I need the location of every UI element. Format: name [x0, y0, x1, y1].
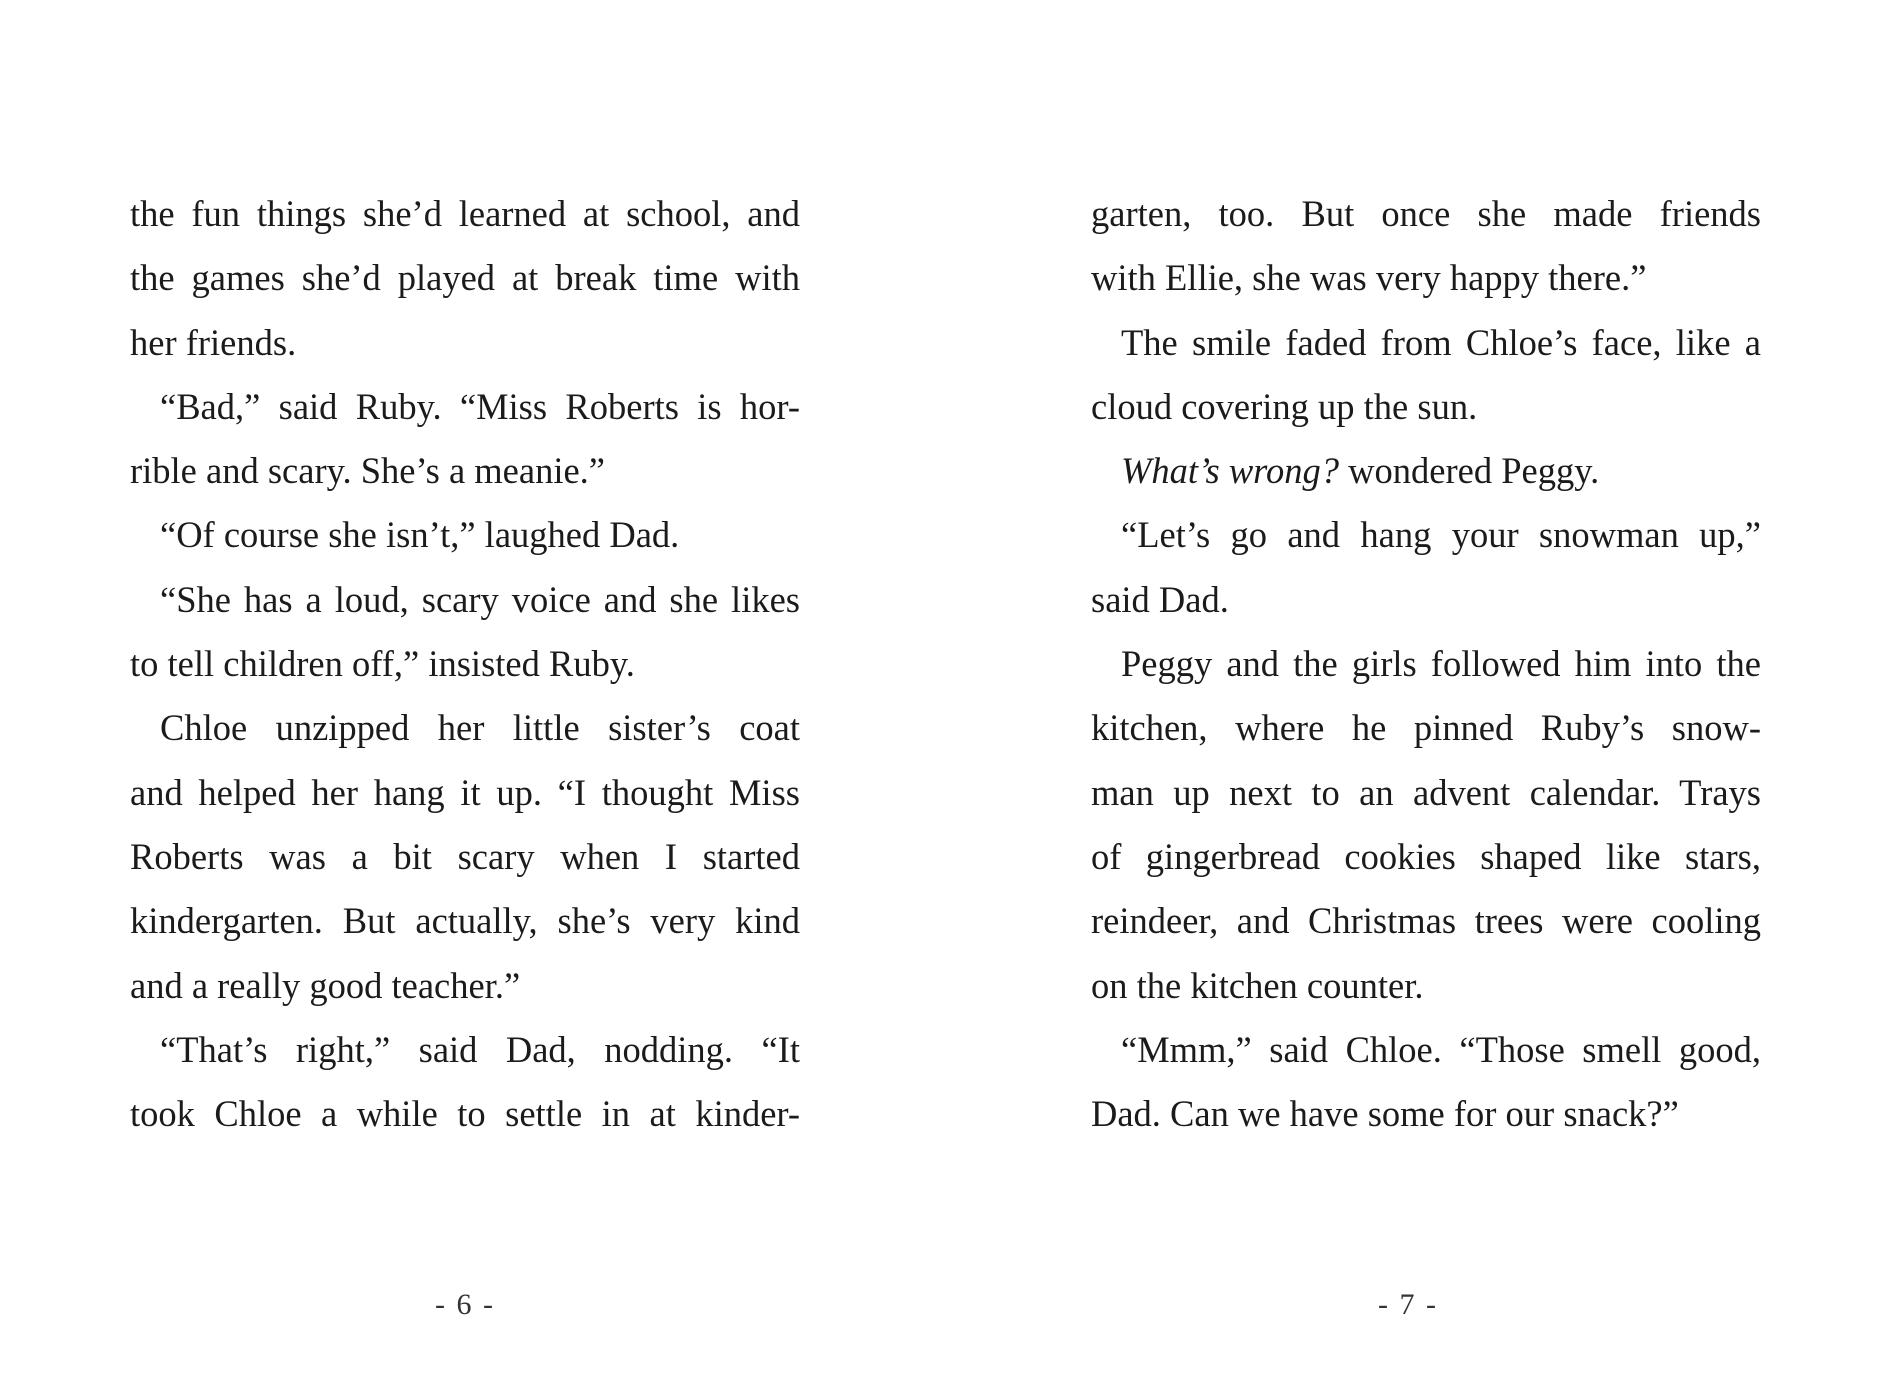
text-line: kitchen, where he pinned Ruby’s snow-	[1091, 707, 1761, 749]
right-page	[938, 0, 1877, 1396]
page-number: - 7 -	[1378, 1288, 1438, 1321]
text-line: The smile faded from Chloe’s face, like a	[1121, 321, 1761, 363]
text-line: and a really good teacher.”	[130, 964, 521, 1006]
text-line: cloud covering up the sun.	[1091, 385, 1478, 427]
text-line: rible and scary. She’s a meanie.”	[130, 450, 605, 492]
text-line: took Chloe a while to settle in at kinder-	[130, 1093, 800, 1135]
page-number: - 6 -	[435, 1288, 495, 1321]
text-line: with Ellie, she was very happy there.”	[1091, 257, 1647, 299]
text-line: “Let’s go and hang your snowman up,”	[1121, 514, 1761, 556]
text-line: kindergarten. But actually, she’s very kind	[130, 900, 800, 942]
text-line: “Bad,” said Ruby. “Miss Roberts is hor-	[160, 385, 800, 427]
text-line: “She has a loud, scary voice and she likes	[160, 578, 800, 620]
text-line: Roberts was a bit scary when I started	[130, 835, 800, 877]
text-line: “Of course she isn’t,” laughed Dad.	[160, 514, 680, 556]
text-line: man up next to an advent calendar. Trays	[1091, 771, 1761, 813]
right-page-text	[1091, 182, 1761, 1146]
text-line: to tell children off,” insisted Ruby.	[130, 643, 635, 685]
text-line: and helped her hang it up. “I thought Miss	[130, 771, 800, 813]
text-line: the fun things she’d learned at school, and	[130, 193, 800, 234]
text-line: on the kitchen counter.	[1091, 964, 1424, 1006]
text-line: garten, too. But once she made friends	[1091, 193, 1761, 234]
text-line: Chloe unzipped her little sister’s coat	[160, 707, 800, 749]
text-line: of gingerbread cookies shaped like stars,	[1091, 835, 1761, 877]
text-line	[1091, 439, 1761, 503]
left-page	[0, 0, 938, 1396]
text-line: “That’s right,” said Dad, nodding. “It	[160, 1028, 800, 1070]
text-line: Dad. Can we have some for our snack?”	[1091, 1093, 1679, 1135]
text-line: “Mmm,” said Chloe. “Those smell good,	[1121, 1028, 1761, 1070]
text-line: reindeer, and Christmas trees were cooling	[1091, 900, 1761, 942]
text-fragment: wondered Peggy.	[1348, 450, 1600, 492]
text-line: said Dad.	[1091, 578, 1229, 620]
left-page-text	[130, 182, 800, 1146]
italic-thought: What’s wrong?	[1121, 450, 1340, 492]
text-line: Peggy and the girls followed him into the	[1121, 643, 1761, 685]
text-line: her friends.	[130, 321, 297, 363]
text-line: the games she’d played at break time with	[130, 257, 800, 299]
